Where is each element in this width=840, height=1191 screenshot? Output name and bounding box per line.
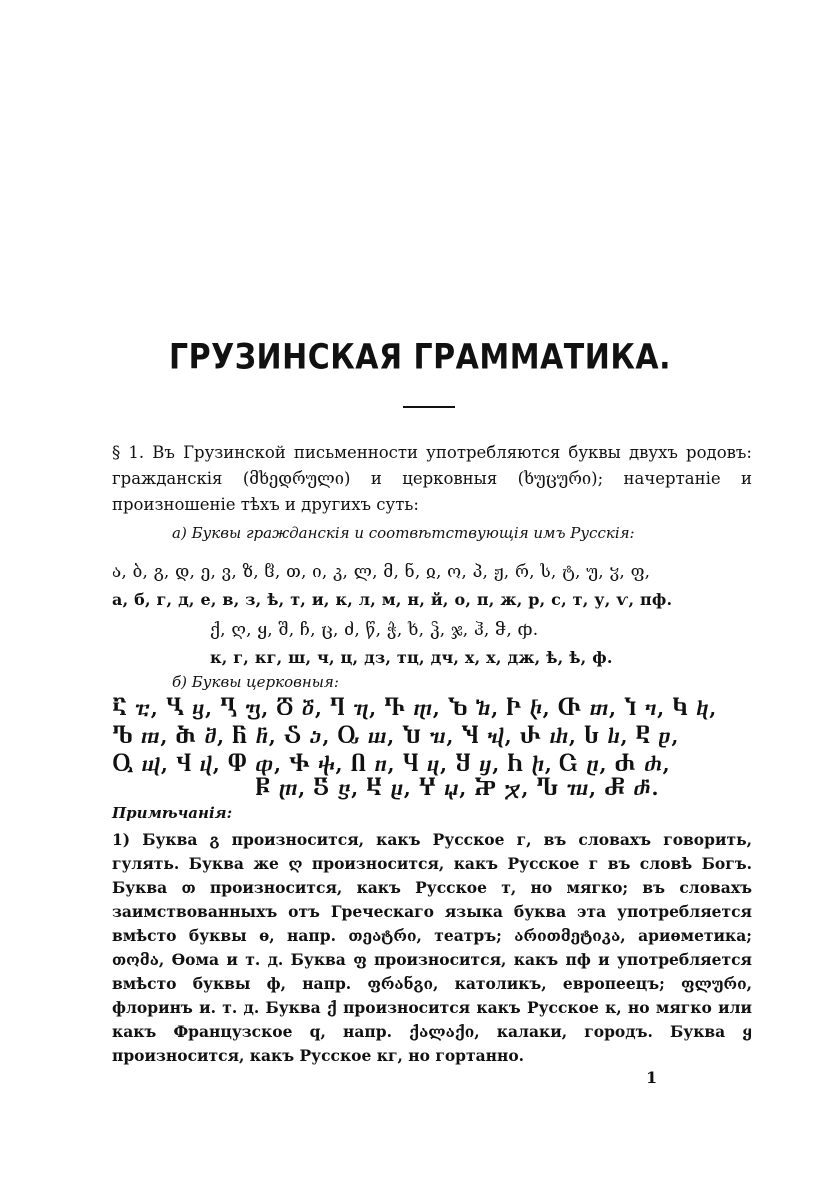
church-letters-row-2: Ⴊ ⴊ, Ⴋ ⴋ, Ⴌ ⴌ, Ⴢ ⴢ, Ⴍ ⴍ, Ⴎ ⴎ, Ⴏ ⴏ, Ⴐ ⴐ, Ⴑ ⴑ, Ⴒ ⴒ, — [112, 724, 679, 748]
civil-georgian-row-1: ა, ბ, გ, დ, ე, ვ, ზ, ჱ, თ, ი, კ, ლ, მ, ნ, ჲ, ო, პ, ჟ, რ, ს, ტ, უ, ჳ, ფ, — [112, 562, 651, 582]
section-1-text: § 1. Въ Грузинской письменности употребляются буквы двухъ родовъ: гражданскія (მხედრული) и церковныя (ხუცური); начертаніе и произношеніе тѣхъ и другихъ суть: — [112, 443, 752, 514]
page-number: 1 — [646, 1068, 658, 1087]
section-1-paragraph — [112, 440, 752, 518]
civil-russian-row-1: а, б, г, д, е, в, з, ѣ, т, и, к, л, м, н, й, о, п, ж, р, с, т, у, ѵ, пф. — [112, 590, 673, 609]
page-title: ГРУЗИНСКАЯ ГРАММАТИКА. — [168, 337, 671, 378]
subsection-a-heading: а) Буквы гражданскія и соотвѣтствующія имъ Русскія: — [172, 524, 635, 542]
church-letters-row-1: Ⴀ ⴀ, Ⴁ ⴁ, Ⴂ ⴂ, Ⴃ ⴃ, Ⴄ ⴄ, Ⴅ ⴅ, Ⴆ ⴆ, Ⴡ ⴡ, Ⴇ ⴇ, Ⴈ ⴈ, Ⴉ ⴉ, — [112, 696, 717, 720]
note-1-text: 1) Буква გ произносится, какъ Русское г, въ словахъ говорить, гулять. Буква же ღ произносится, какъ Русское г въ словѣ Богъ. Буква თ произносится, какъ Русское т, но мягко; въ словахъ заимствованныхъ отъ Греческаго языка буква эта употребляется вмѣсто буквы ѳ, напр. თეატრი, театръ; არითმეტიკა, ариѳметика; თომა, Ѳома и т. д. Буква ფ произносится, какъ пф и употребляется вмѣсто буквы ф, напр. ფრანგი, католикъ, европеецъ; ფლური, флоринъ и. т. д. Буква ქ произносится какъ Русское к, но мягко или какъ Французское q, напр. ქალაქი, калаки, городъ. Буква ყ произносится, какъ Русское кг, но гортанно. — [112, 830, 752, 1065]
civil-georgian-row-2: ქ, ღ, ყ, შ, ჩ, ც, ძ, წ, ჭ, ხ, ჴ, ჯ, ჰ, ჵ, ჶ. — [210, 620, 539, 640]
civil-russian-row-2: к, г, кг, ш, ч, ц, дз, тц, дч, х, х, дж, ѣ, ѣ, ф. — [210, 648, 613, 667]
notes-heading: Примѣчанія: — [112, 804, 233, 822]
church-letters-row-4: Ⴜ ⴜ, Ⴝ ⴝ, Ⴞ ⴞ, Ⴤ ⴤ, Ⴟ ⴟ, Ⴠ ⴠ, Ⴥ ⴥ. — [255, 776, 659, 800]
subsection-b-heading: б) Буквы церковныя: — [172, 673, 339, 691]
note-1 — [112, 828, 752, 1068]
title-divider — [403, 406, 455, 408]
church-letters-row-3: Ⴓ ⴓ, Ⴣ ⴣ, Ⴔ ⴔ, Ⴕ ⴕ, Ⴖ ⴖ, Ⴗ ⴗ, Ⴘ ⴘ, Ⴙ ⴙ, Ⴚ ⴚ, Ⴛ ⴛ, — [112, 752, 671, 776]
